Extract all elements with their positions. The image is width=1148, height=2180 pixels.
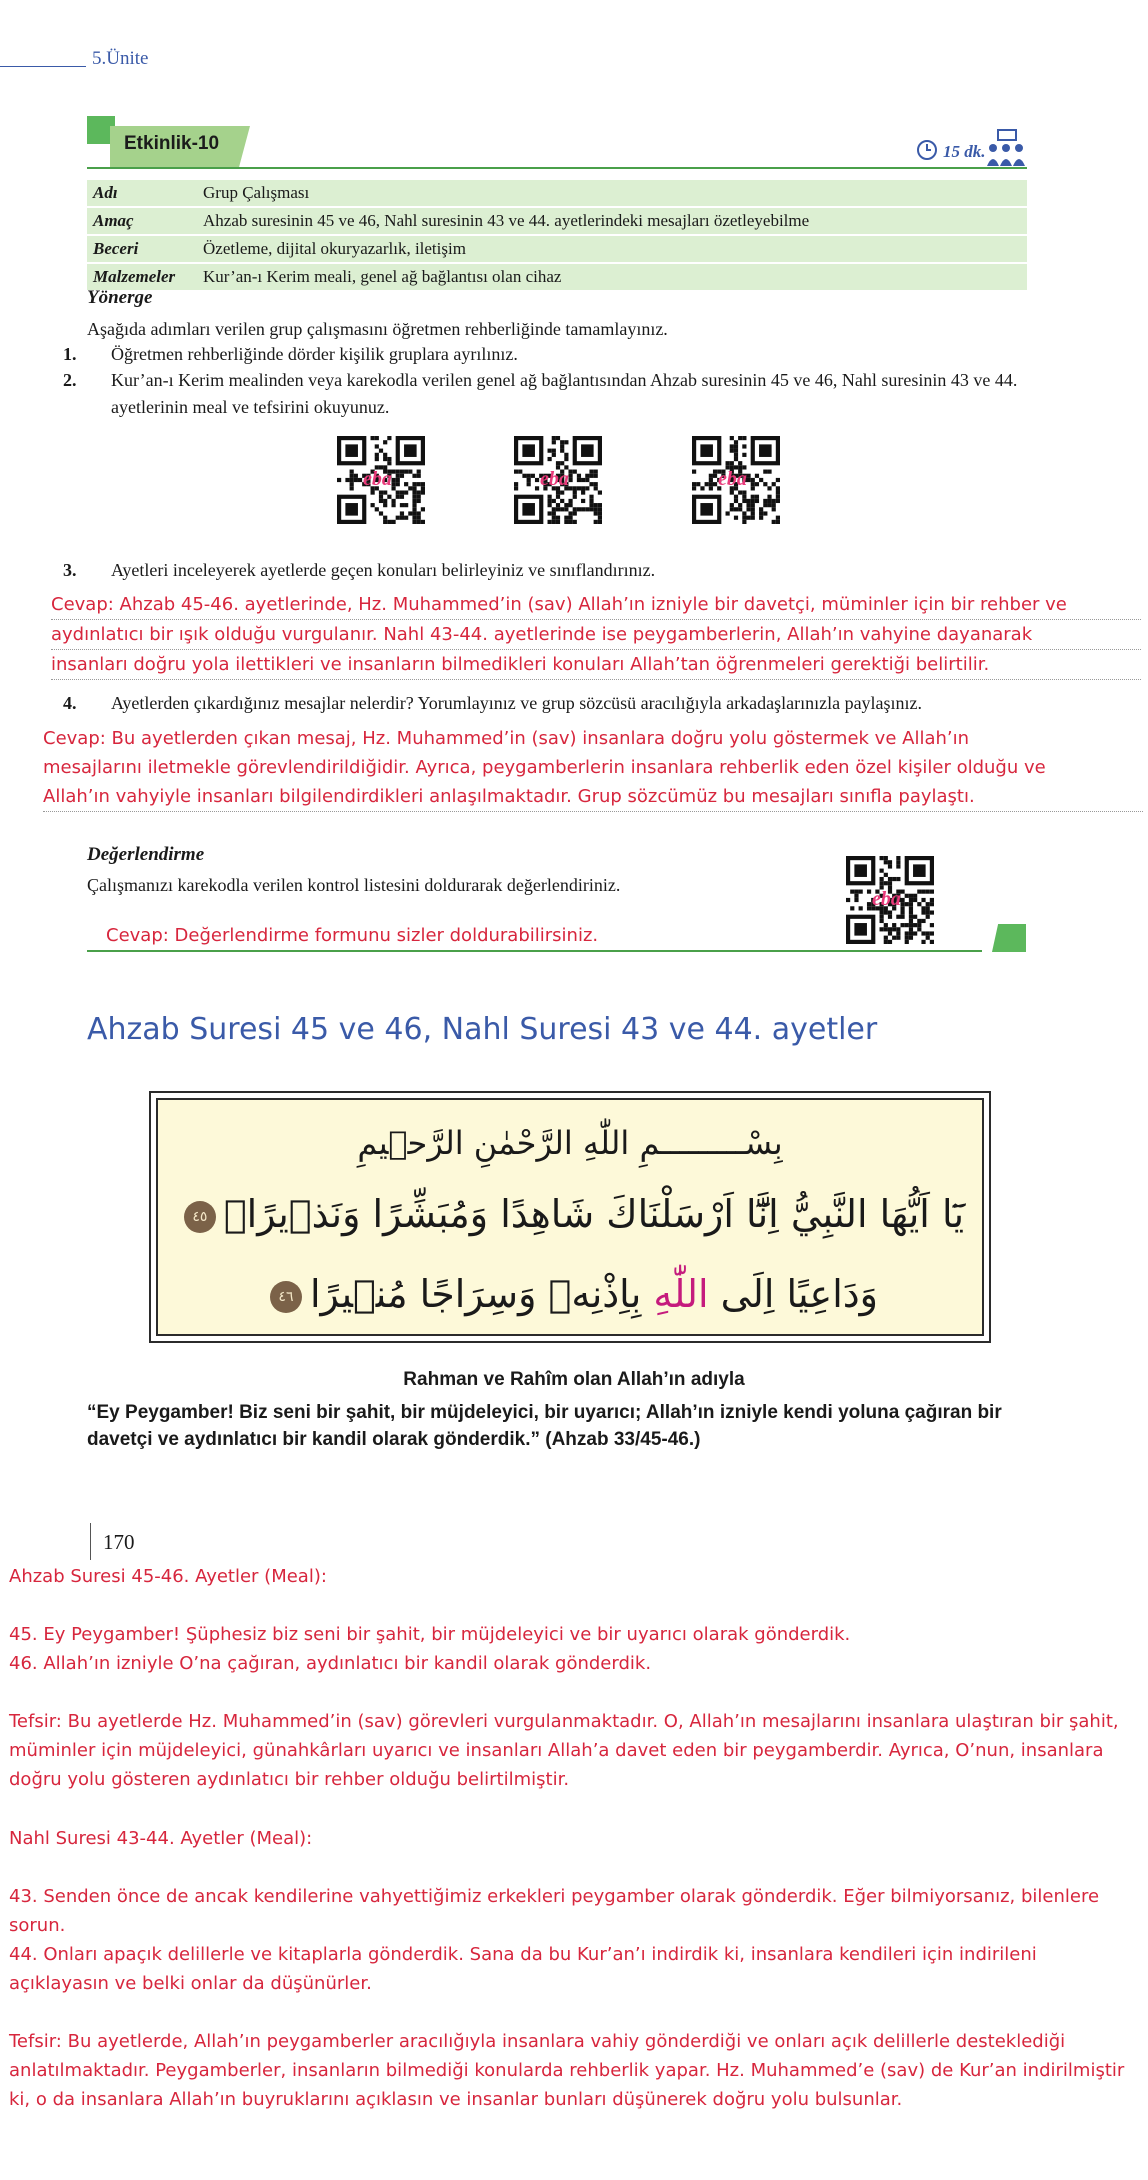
verse-46-text-end: بِاِذْنِه۪ وَسِرَاجًا مُن۪يرًا: [309, 1272, 654, 1316]
answer-line: aydınlatıcı bir ışık olduğu vurgulanır. Nahl 43-44. ayetlerinde ise peygamberlerin, Allah’ın vahyine dayanarak: [51, 620, 1141, 650]
answer-line: Cevap: Bu ayetlerden çıkan mesaj, Hz. Muhammed’in (sav) insanlara doğru yolu göstermek ve Allah’ın: [43, 728, 970, 749]
nahl-verse-44: 44. Onları apaçık delillerle ve kitaplarla gönderdik. Sana da bu Kur’an’ı indirdik ki, insanlara kendileri için indirileni açıklayasın ve belki onlar da düşünürler.: [9, 1944, 1037, 1994]
answer-4: [43, 724, 1143, 812]
table-row: [87, 264, 1027, 290]
info-label: Beceri: [87, 236, 197, 262]
evaluation-heading: Değerlendirme: [87, 844, 205, 865]
info-value: Grup Çalışması: [197, 180, 1027, 206]
verse-box: [149, 1091, 991, 1343]
ahzab-meal-title: Ahzab Suresi 45-46. Ayetler (Meal):: [9, 1566, 327, 1587]
qr-code[interactable]: [846, 856, 934, 944]
header-rule: [0, 66, 86, 67]
answer-line: Allah’ın vahyiyle insanları bilgilendirdikleri anlaşılmaktadır. Grup sözcümüz bu mesajları sınıfla paylaştı.: [43, 782, 1143, 812]
qr-label: eba: [718, 468, 747, 490]
ahzab-tefsir: Tefsir: Bu ayetlerde Hz. Muhammed’in (sav) görevleri vurgulanmaktadır. O, Allah’ın mesajlarını insanlara ulaştıran bir şahit, müminler için müjdeleyici, günahkârları uyarıcı ve insanları Allah’a davet eden bir peygamberdir. Ayrıca, O’nun, insanlara doğru yolu gösteren aydınlatıcı bir rehber olduğu belirtilmiştir.: [9, 1711, 1119, 1790]
step-text: Öğretmen rehberliğinde dörder kişilik gruplara ayrılınız.: [111, 344, 518, 364]
nahl-verse-43: 43. Senden önce de ancak kendilerine vahyettiğimiz erkekleri peygamber olarak gönderdik. Eğer bilmiyorsanız, bilenlere sorun.: [9, 1886, 1100, 1936]
translation-quote: “Ey Peygamber! Biz seni bir şahit, bir müjdeleyici, bir uyarıcı; Allah’ın izniyle kendi yoluna çağıran bir davetçi ve aydınlatıcı bir kandil olarak gönderdik.” (Ahzab 33/45-46.): [87, 1402, 1002, 1450]
page-number-rule: [90, 1523, 91, 1560]
verse-45: [158, 1192, 982, 1236]
step-number: 1.: [63, 344, 77, 364]
answer-line: insanları doğru yola ilettikleri ve insanların bilmedikleri konuları Allah’tan öğrenmeleri gerektiği belirtilir.: [51, 650, 1141, 680]
bismillah: [158, 1124, 982, 1162]
unit-label: 5.Ünite: [92, 48, 149, 69]
bismillah-text: بِسْـــــــــمِ اللّٰهِ الرَّحْمٰنِ الرَّح۪يمِ: [357, 1124, 783, 1162]
qr-code[interactable]: [514, 436, 602, 524]
clock-icon: [915, 138, 939, 162]
nahl-meal-title: Nahl Suresi 43-44. Ayetler (Meal):: [9, 1828, 313, 1849]
page-number: 170: [103, 1530, 135, 1554]
step-item: [63, 557, 1061, 584]
verse-number-badge: ٤٥: [184, 1201, 216, 1233]
qr-code[interactable]: [692, 436, 780, 524]
evaluation-rule: [87, 950, 982, 952]
qr-label: eba: [872, 888, 901, 910]
verse-46: [158, 1272, 982, 1316]
ahzab-verse-45: 45. Ey Peygamber! Şüphesiz biz seni bir şahit, bir müjdeleyici ve bir uyarıcı olarak gönderdik.: [9, 1624, 851, 1645]
duration-text: 15 dk.: [943, 142, 986, 161]
step-item: [63, 341, 518, 368]
activity-title: Etkinlik-10: [124, 133, 220, 154]
step-text: Kur’an-ı Kerim mealinden veya karekodla verilen genel ağ bağlantısından Ahzab suresinin 45 ve 46, Nahl suresinin 43 ve 44. ayetlerinin meal ve tefsirini okuyunuz.: [111, 370, 1018, 417]
evaluation-text: Çalışmanızı karekodla verilen kontrol listesini doldurarak değerlendiriniz.: [87, 875, 621, 895]
instructions-heading: Yönerge: [87, 287, 153, 308]
translation-title: Rahman ve Rahîm olan Allah’ın adıyla: [403, 1369, 745, 1390]
step-number: 4.: [63, 693, 77, 713]
section-title: Ahzab Suresi 45 ve 46, Nahl Suresi 43 ve 44. ayetler: [87, 1012, 878, 1047]
info-label: Amaç: [87, 208, 197, 234]
answer-3: [51, 590, 1141, 680]
step-number: 2.: [63, 370, 77, 390]
nahl-tefsir: Tefsir: Bu ayetlerde, Allah’ın peygamberler aracılığıyla insanlara vahiy gönderdiği ve onları açık delillerle desteklediği anlatılmaktadır. Peygamberler, insanların bilmediği konularda rehberlik yapar. Hz. Muhammed’e (sav) de Kur’an indirilmiştir ki, o da insanlara Allah’ın buyruklarını açıklasın ve insanlar bunları düşünerek doğru yolu bulsunlar.: [9, 2031, 1125, 2110]
step-item: [63, 367, 1056, 421]
activity-rule: [87, 167, 1027, 169]
evaluation-marker: [992, 924, 1026, 952]
info-label: Malzemeler: [87, 264, 197, 290]
answer-line: mesajlarını iletmekle görevlendirildiğidir. Ayrıca, peygamberlerin insanlara rehberlik eden özel kişiler olduğu ve: [43, 757, 1046, 778]
verse-number-badge: ٤٦: [270, 1281, 302, 1313]
activity-info-table: [87, 178, 1027, 292]
step-item: [63, 690, 1061, 717]
info-value: Özetleme, dijital okuryazarlık, iletişim: [197, 236, 1027, 262]
info-value: Ahzab suresinin 45 ve 46, Nahl suresinin 43 ve 44. ayetlerindeki mesajları özetleyebilme: [197, 208, 1027, 234]
info-value: Kur’an-ı Kerim meali, genel ağ bağlantısı olan cihaz: [197, 264, 1027, 290]
info-label: Adı: [87, 180, 197, 206]
step-text: Ayetleri inceleyerek ayetlerde geçen konuları belirleyiniz ve sınıflandırınız.: [111, 560, 656, 580]
ahzab-verse-46: 46. Allah’ın izniyle O’na çağıran, aydınlatıcı bir kandil olarak gönderdik.: [9, 1653, 652, 1674]
verse-46-allah: اللّٰهِ: [653, 1272, 709, 1316]
verse-46-text-start: وَدَاعِيًا اِلَى: [708, 1272, 879, 1316]
step-text: Ayetlerden çıkardığınız mesajlar nelerdir? Yorumlayınız ve grup sözcüsü aracılığıyla arkadaşlarınızla paylaşınız.: [111, 693, 923, 713]
answer-line: Cevap: Ahzab 45-46. ayetlerinde, Hz. Muhammed’in (sav) Allah’ın izniyle bir davetçi, müminler için bir rehber ve: [51, 590, 1141, 620]
evaluation-answer: Cevap: Değerlendirme formunu sizler doldurabilirsiniz.: [106, 925, 599, 946]
table-row: [87, 236, 1027, 262]
step-number: 3.: [63, 560, 77, 580]
qr-label: eba: [363, 468, 392, 490]
table-row: [87, 180, 1027, 206]
group-work-icon: [985, 128, 1027, 173]
verse-panel: [156, 1098, 984, 1336]
instructions-intro: Aşağıda adımları verilen grup çalışmasını öğretmen rehberliğinde tamamlayınız.: [87, 319, 668, 339]
qr-code[interactable]: [337, 436, 425, 524]
activity-duration: [915, 138, 986, 162]
table-row: [87, 208, 1027, 234]
qr-label: eba: [540, 468, 569, 490]
verse-45-text: يَٓا اَيُّهَا النَّبِيُّ اِنَّٓا اَرْسَلْنَاكَ شَاهِدًا وَمُبَشِّرًا وَنَذ۪يرًاۙ: [223, 1192, 965, 1236]
